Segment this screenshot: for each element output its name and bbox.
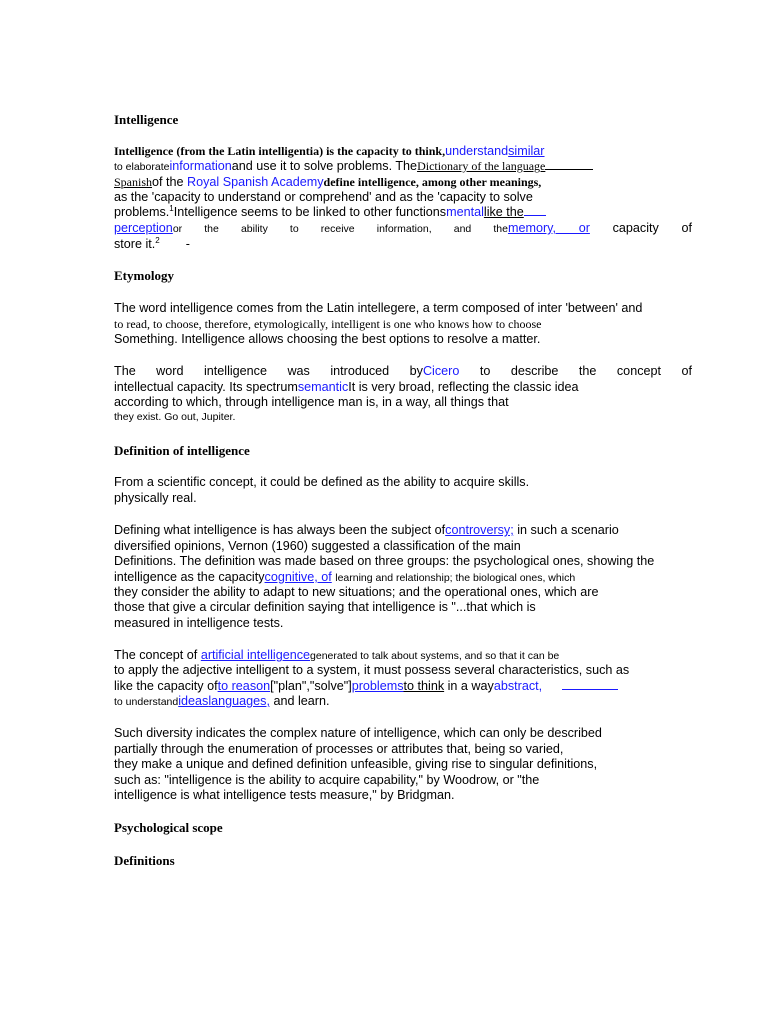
etym-line-2: to read, to choose, therefore, etymologically, intelligent is one who knows how to choose bbox=[114, 317, 542, 331]
link-cicero[interactable]: Cicero bbox=[422, 364, 460, 378]
intro-line-2: to elaborateinformationand use it to solve problems. TheDictionary of the language bbox=[114, 159, 593, 175]
link-problems[interactable]: problems bbox=[351, 679, 404, 693]
link-perception[interactable]: perception bbox=[114, 221, 173, 235]
defn-p2-line-4: intelligence as the capacitycognitive, of learning and relationship; the biological ones, which bbox=[114, 570, 576, 584]
intro-line-7: store it.$^2$ - bbox=[114, 235, 190, 251]
defn-p2-line-6: those that give a circular definition saying that intelligence is "...that which is bbox=[114, 600, 536, 614]
intro-line-5: problems.$^1$Intelligence seems to be linked to other functionsmentallike the bbox=[114, 205, 546, 220]
dictionary-title: Dictionary of the language bbox=[417, 159, 546, 173]
defn-p1-line-2: physically real. bbox=[114, 491, 197, 505]
defn-p4-line-2: partially through the enumeration of processes or attributes that, being so varied, bbox=[114, 742, 564, 756]
intro-line-4: as the 'capacity to understand or comprehend' and as the 'capacity to solve bbox=[114, 190, 533, 204]
defn-p2-line-2: diversified opinions, Vernon (1960) suggested a classification of the main bbox=[114, 539, 521, 553]
defn-p4-line-1: Such diversity indicates the complex nature of intelligence, which can only be described bbox=[114, 726, 602, 740]
intro-line-1: Intelligence (from the Latin intelligentia) is the capacity to think,understandsimilar bbox=[114, 144, 545, 158]
section-heading-intelligence: Intelligence bbox=[114, 112, 179, 127]
link-to-reason[interactable]: to reason bbox=[217, 679, 271, 693]
section-heading-definitions: Definitions bbox=[114, 853, 175, 868]
etym-p2-line-3: according to which, through intelligence man is, in a way, all things that bbox=[114, 395, 509, 409]
link-ideas[interactable]: ideas bbox=[178, 694, 209, 708]
link-cognitive[interactable]: cognitive, of bbox=[264, 570, 332, 584]
etym-p2-line-4: they exist. Go out, Jupiter. bbox=[114, 411, 236, 423]
defn-p2-line-5: they consider the ability to adapt to new situations; and the operational ones, which are bbox=[114, 585, 599, 599]
defn-p1-line-1: From a scientific concept, it could be defined as the ability to acquire skills. bbox=[114, 475, 530, 489]
link-royal-spanish-academy[interactable]: Royal Spanish Academy bbox=[187, 175, 324, 189]
link-abstract[interactable]: abstract, bbox=[493, 679, 543, 693]
defn-p3-line-1: The concept of artificial intelligencegenerated to talk about systems, and so that it can be bbox=[114, 648, 560, 662]
link-semantic[interactable]: semantic bbox=[297, 380, 349, 394]
link-artificial-intelligence[interactable]: artificial intelligence bbox=[200, 648, 311, 662]
link-languages[interactable]: languages, bbox=[208, 694, 270, 708]
defn-p3-line-4: to understandideaslanguages, and learn. bbox=[114, 694, 330, 708]
defn-p4-line-4: such as: "intelligence is the ability to acquire capability," by Woodrow, or "the bbox=[114, 773, 540, 787]
etym-line-3: Something. Intelligence allows choosing the best options to resolve a matter. bbox=[114, 332, 541, 346]
etym-p2-line-1: The word intelligence was introduced byCicero to describe the concept of bbox=[114, 364, 692, 378]
defn-p4-line-3: they make a unique and defined definition unfeasible, giving rise to singular definitions, bbox=[114, 757, 598, 771]
defn-p3-line-2: to apply the adjective intelligent to a system, it must possess several characteristics, such as bbox=[114, 663, 630, 677]
defn-p4-line-5: intelligence is what intelligence tests measure," by Bridgman. bbox=[114, 788, 455, 802]
etym-line-1: The word intelligence comes from the Latin intellegere, a term composed of inter 'between' and bbox=[114, 301, 643, 315]
section-heading-etymology: Etymology bbox=[114, 268, 174, 283]
defn-p2-line-7: measured in intelligence tests. bbox=[114, 616, 284, 630]
etym-p2-line-2: intellectual capacity. Its spectrumsemanticIt is very broad, reflecting the classic idea bbox=[114, 380, 579, 394]
defn-p3-line-3: like the capacity ofto reason["plan","solve"]problemsto think in a wayabstract, bbox=[114, 679, 618, 694]
link-controversy[interactable]: controversy; bbox=[445, 523, 514, 537]
link-memory[interactable]: memory, or bbox=[507, 221, 590, 235]
section-heading-definition: Definition of intelligence bbox=[114, 443, 250, 458]
link-similar[interactable]: similar bbox=[508, 144, 545, 158]
link-to-think[interactable]: to think bbox=[403, 679, 445, 693]
defn-p2-line-3: Definitions. The definition was made based on three groups: the psychological ones, showing the bbox=[114, 554, 655, 568]
intro-line-3: Spanishof the Royal Spanish Academydefine intelligence, among other meanings, bbox=[114, 175, 542, 189]
section-heading-psychological-scope: Psychological scope bbox=[114, 820, 223, 835]
defn-p2-line-1: Defining what intelligence is has always been the subject ofcontroversy; in such a scenario bbox=[114, 523, 619, 537]
intro-line-6: perceptionor the ability to receive information, and thememory, or capacity of bbox=[114, 221, 693, 235]
link-understand[interactable]: understand bbox=[445, 144, 509, 158]
link-information[interactable]: information bbox=[169, 159, 232, 173]
link-mental[interactable]: mental bbox=[446, 205, 484, 219]
